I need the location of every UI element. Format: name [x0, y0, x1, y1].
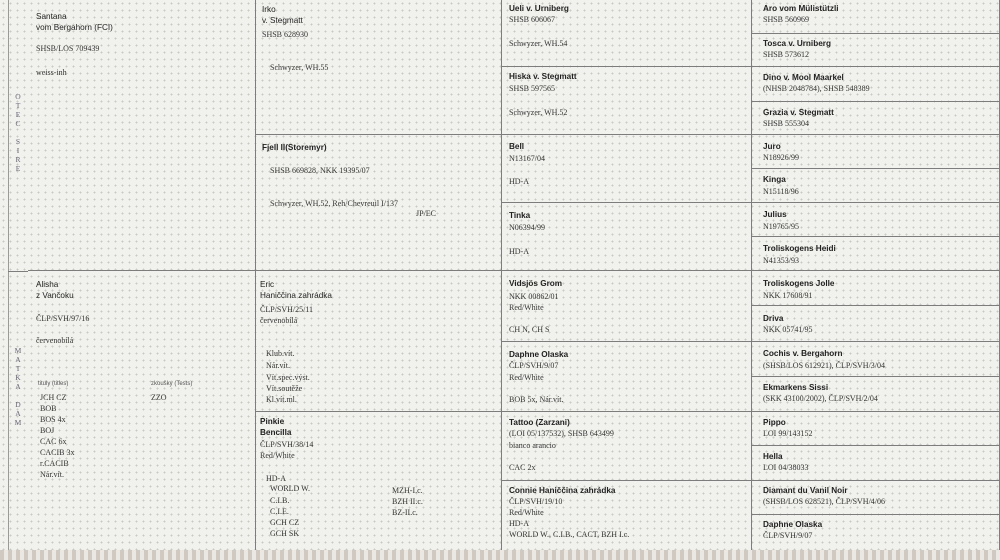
ancestor-reg: ČLP/SVH/9/07 — [509, 361, 559, 370]
ancestor-info: Red/White — [509, 373, 544, 382]
gen3-cell-5 — [502, 271, 752, 342]
ancestor-color: Red/White — [260, 451, 295, 460]
ancestor-title: GCH CZ — [270, 518, 300, 527]
ancestor-name: Vidsjös Grom — [509, 279, 563, 288]
ancestor-info: HD-A — [509, 519, 529, 528]
gen3-cell-8 — [502, 481, 752, 552]
ancestor-reg: (LOI 05/137532), SHSB 643499 — [509, 429, 614, 438]
ancestor-reg: N15118/96 — [763, 187, 799, 196]
ancestor-reg: LOI 04/38033 — [763, 463, 809, 472]
gen4-cell-9 — [752, 271, 1000, 306]
ancestor-title: BZH II.c. — [392, 497, 423, 506]
gen2-cell-3 — [256, 271, 502, 412]
gen4-cell-2 — [752, 34, 1000, 67]
ancestor-name: Irko — [262, 5, 276, 14]
ancestor-title: Nár.vít. — [266, 361, 290, 370]
ancestor-name: Haniččina zahrádka — [260, 291, 332, 300]
decorative-border — [0, 550, 1000, 560]
gen2-cell-1 — [256, 0, 502, 135]
ancestor-name: Grazia v. Stegmatt — [763, 108, 834, 117]
ancestor-reg: ČLP/SVH/19/10 — [509, 497, 563, 506]
ancestor-name: Diamant du Vanil Noir — [763, 486, 848, 495]
ancestor-info: HD-A — [509, 247, 529, 256]
ancestor-info: JP/EC — [416, 209, 437, 218]
ancestor-name: Troliskogens Jolle — [763, 279, 835, 288]
dam-title: Nár.vít. — [40, 470, 64, 479]
ancestor-name: Ueli v. Urniberg — [509, 4, 569, 13]
dam-cell — [28, 271, 256, 552]
gen4-cell-11 — [752, 342, 1000, 377]
ancestor-name: Julius — [763, 210, 787, 219]
ancestor-info: Schwyzer, WH.55 — [270, 63, 329, 72]
titles-label: tituly (titles) — [38, 381, 69, 387]
ancestor-name: Troliskogens Heidi — [763, 244, 836, 253]
sire-name-2: vom Bergahorn (FCI) — [36, 23, 113, 32]
sire-name: Santana — [36, 12, 67, 21]
ancestor-reg: N19765/95 — [763, 222, 799, 231]
ancestor-name: Cochis v. Bergahorn — [763, 349, 843, 358]
gen4-cell-14 — [752, 446, 1000, 481]
sire-color: weiss-inh — [36, 68, 67, 77]
ancestor-info: CAC 2x — [509, 463, 536, 472]
gen4-cell-16 — [752, 515, 1000, 552]
ancestor-reg: NKK 05741/95 — [763, 325, 813, 334]
ancestor-name: Dino v. Mool Maarkel — [763, 73, 844, 82]
dam-title: BOJ — [40, 426, 55, 435]
gen4-cell-12 — [752, 377, 1000, 412]
gen3-cell-2 — [502, 67, 752, 135]
ancestor-reg: SHSB 597565 — [509, 84, 556, 93]
sire-side-label: O T E C S I R E — [15, 92, 21, 173]
ancestor-reg: (NHSB 2048784), SHSB 548389 — [763, 84, 870, 93]
ancestor-title: C.I.B. — [270, 496, 290, 505]
dam-title: BOB — [40, 404, 57, 413]
ancestor-reg: ČLP/SVH/25/11 — [260, 305, 314, 314]
ancestor-title: HD-A — [266, 474, 286, 483]
dam-title: CACIB 3x — [40, 448, 75, 457]
tests-label: zkoušky (Tests) — [151, 381, 193, 387]
gen4-cell-1 — [752, 0, 1000, 34]
ancestor-reg: (SKK 43100/2002), ČLP/SVH/2/04 — [763, 394, 878, 403]
ancestor-title: Vít.soutěže — [266, 384, 303, 393]
ancestor-title: MZH-I.c. — [392, 486, 423, 495]
ancestor-name: Daphne Olaska — [763, 520, 823, 529]
ancestor-title: C.I.E. — [270, 507, 289, 516]
ancestor-name: Daphne Olaska — [509, 350, 569, 359]
dam-title: BOS 4x — [40, 415, 66, 424]
ancestor-name: Eric — [260, 280, 275, 289]
ancestor-reg: ČLP/SVH/38/14 — [260, 440, 314, 449]
ancestor-name: Bell — [509, 142, 525, 151]
dam-side-label: M A T K A D A M — [14, 346, 22, 427]
ancestor-reg: SHSB 606067 — [509, 15, 556, 24]
ancestor-reg: SHSB 555304 — [763, 119, 810, 128]
ancestor-reg: N06394/99 — [509, 223, 545, 232]
ancestor-name: Driva — [763, 314, 784, 323]
ancestor-info: WORLD W., C.I.B., CACT, BZH I.c. — [509, 530, 630, 539]
left-border — [8, 0, 9, 552]
gen4-cell-15 — [752, 481, 1000, 515]
ancestor-title: GCH SK — [270, 529, 300, 538]
gen4-cell-6 — [752, 169, 1000, 203]
ancestor-name: v. Stegmatt — [262, 16, 303, 25]
ancestor-reg: (SHSB/LOS 612921), ČLP/SVH/3/04 — [763, 361, 886, 370]
ancestor-info: bianco arancio — [509, 441, 556, 450]
gen2-cell-4 — [256, 412, 502, 552]
ancestor-name: Tattoo (Zarzani) — [509, 418, 570, 427]
ancestor-title: WORLD W. — [270, 484, 310, 493]
ancestor-name: Bencilla — [260, 428, 292, 437]
ancestor-info: BOB 5x, Nár.vít. — [509, 395, 564, 404]
sire-cell — [28, 0, 256, 271]
dam-color: červenobílá — [36, 336, 74, 345]
ancestor-reg: N18926/99 — [763, 153, 799, 162]
ancestor-info: Red/White — [509, 303, 544, 312]
ancestor-name: Hiska v. Stegmatt — [509, 72, 577, 81]
dam-title: CAC 6x — [40, 437, 67, 446]
dam-title: r.CACIB — [40, 459, 69, 468]
ancestor-info: CH N, CH S — [509, 325, 550, 334]
ancestor-name: Fjell II(Storemyr) — [262, 143, 327, 152]
ancestor-name: Ekmarkens Sissi — [763, 383, 829, 392]
ancestor-reg: SHSB 628930 — [262, 30, 309, 39]
tests-value: ZZO — [151, 393, 167, 402]
ancestor-color: červenobílá — [260, 316, 298, 325]
gen4-cell-5 — [752, 135, 1000, 169]
ancestor-title: Kl.vít.ml. — [266, 395, 297, 404]
gen3-cell-4 — [502, 203, 752, 271]
ancestor-name: Pippo — [763, 418, 786, 427]
sire-reg: SHSB/LOS 709439 — [36, 44, 100, 53]
ancestor-name: Hella — [763, 452, 783, 461]
gen2-cell-2 — [256, 135, 502, 271]
gen4-cell-3 — [752, 67, 1000, 102]
ancestor-reg: LOI 99/143152 — [763, 429, 813, 438]
gen3-cell-1 — [502, 0, 752, 67]
ancestor-name: Juro — [763, 142, 781, 151]
gen4-cell-7 — [752, 203, 1000, 237]
dam-reg: ČLP/SVH/97/16 — [36, 314, 90, 323]
ancestor-name: Tinka — [509, 211, 531, 220]
ancestor-reg: N13167/04 — [509, 154, 545, 163]
ancestor-info: Red/White — [509, 508, 544, 517]
ancestor-name: Connie Haniččina zahrádka — [509, 486, 616, 495]
ancestor-name: Tosca v. Urniberg — [763, 39, 831, 48]
ancestor-info: Schwyzer, WH.52 — [509, 108, 568, 117]
ancestor-info: HD-A — [509, 177, 529, 186]
ancestor-info: Schwyzer, WH.54 — [509, 39, 568, 48]
ancestor-title: Vít.spec.výst. — [266, 373, 310, 382]
gen3-cell-6 — [502, 342, 752, 412]
ancestor-reg: NKK 00862/01 — [509, 292, 559, 301]
gen3-cell-3 — [502, 135, 752, 203]
ancestor-name: Kinga — [763, 175, 786, 184]
gen3-cell-7 — [502, 412, 752, 481]
ancestor-reg: N41353/93 — [763, 256, 799, 265]
gen4-cell-13 — [752, 412, 1000, 446]
gen4-cell-10 — [752, 306, 1000, 342]
gen4-cell-4 — [752, 102, 1000, 135]
dam-title: JCH CZ — [40, 393, 67, 402]
ancestor-name: Aro vom Mülistützli — [763, 4, 839, 13]
ancestor-reg: NKK 17608/91 — [763, 291, 813, 300]
ancestor-title: BZ-II.c. — [392, 508, 418, 517]
ancestor-reg: SHSB 560969 — [763, 15, 810, 24]
ancestor-reg: (SHSB/LOS 628521), ČLP/SVH/4/06 — [763, 497, 886, 506]
ancestor-reg: ČLP/SVH/9/07 — [763, 531, 813, 540]
ancestor-reg: SHSB 573612 — [763, 50, 810, 59]
ancestor-title: Klub.vít. — [266, 349, 295, 358]
dam-name-2: z Vančoku — [36, 291, 74, 300]
ancestor-reg: SHSB 669828, NKK 19395/07 — [270, 166, 370, 175]
side-divider — [8, 271, 28, 272]
ancestor-info: Schwyzer, WH.52, Reh/Chevreuil I/137 — [270, 199, 398, 208]
ancestor-name: Pinkie — [260, 417, 285, 426]
gen4-cell-8 — [752, 237, 1000, 271]
dam-name: Alisha — [36, 280, 59, 289]
